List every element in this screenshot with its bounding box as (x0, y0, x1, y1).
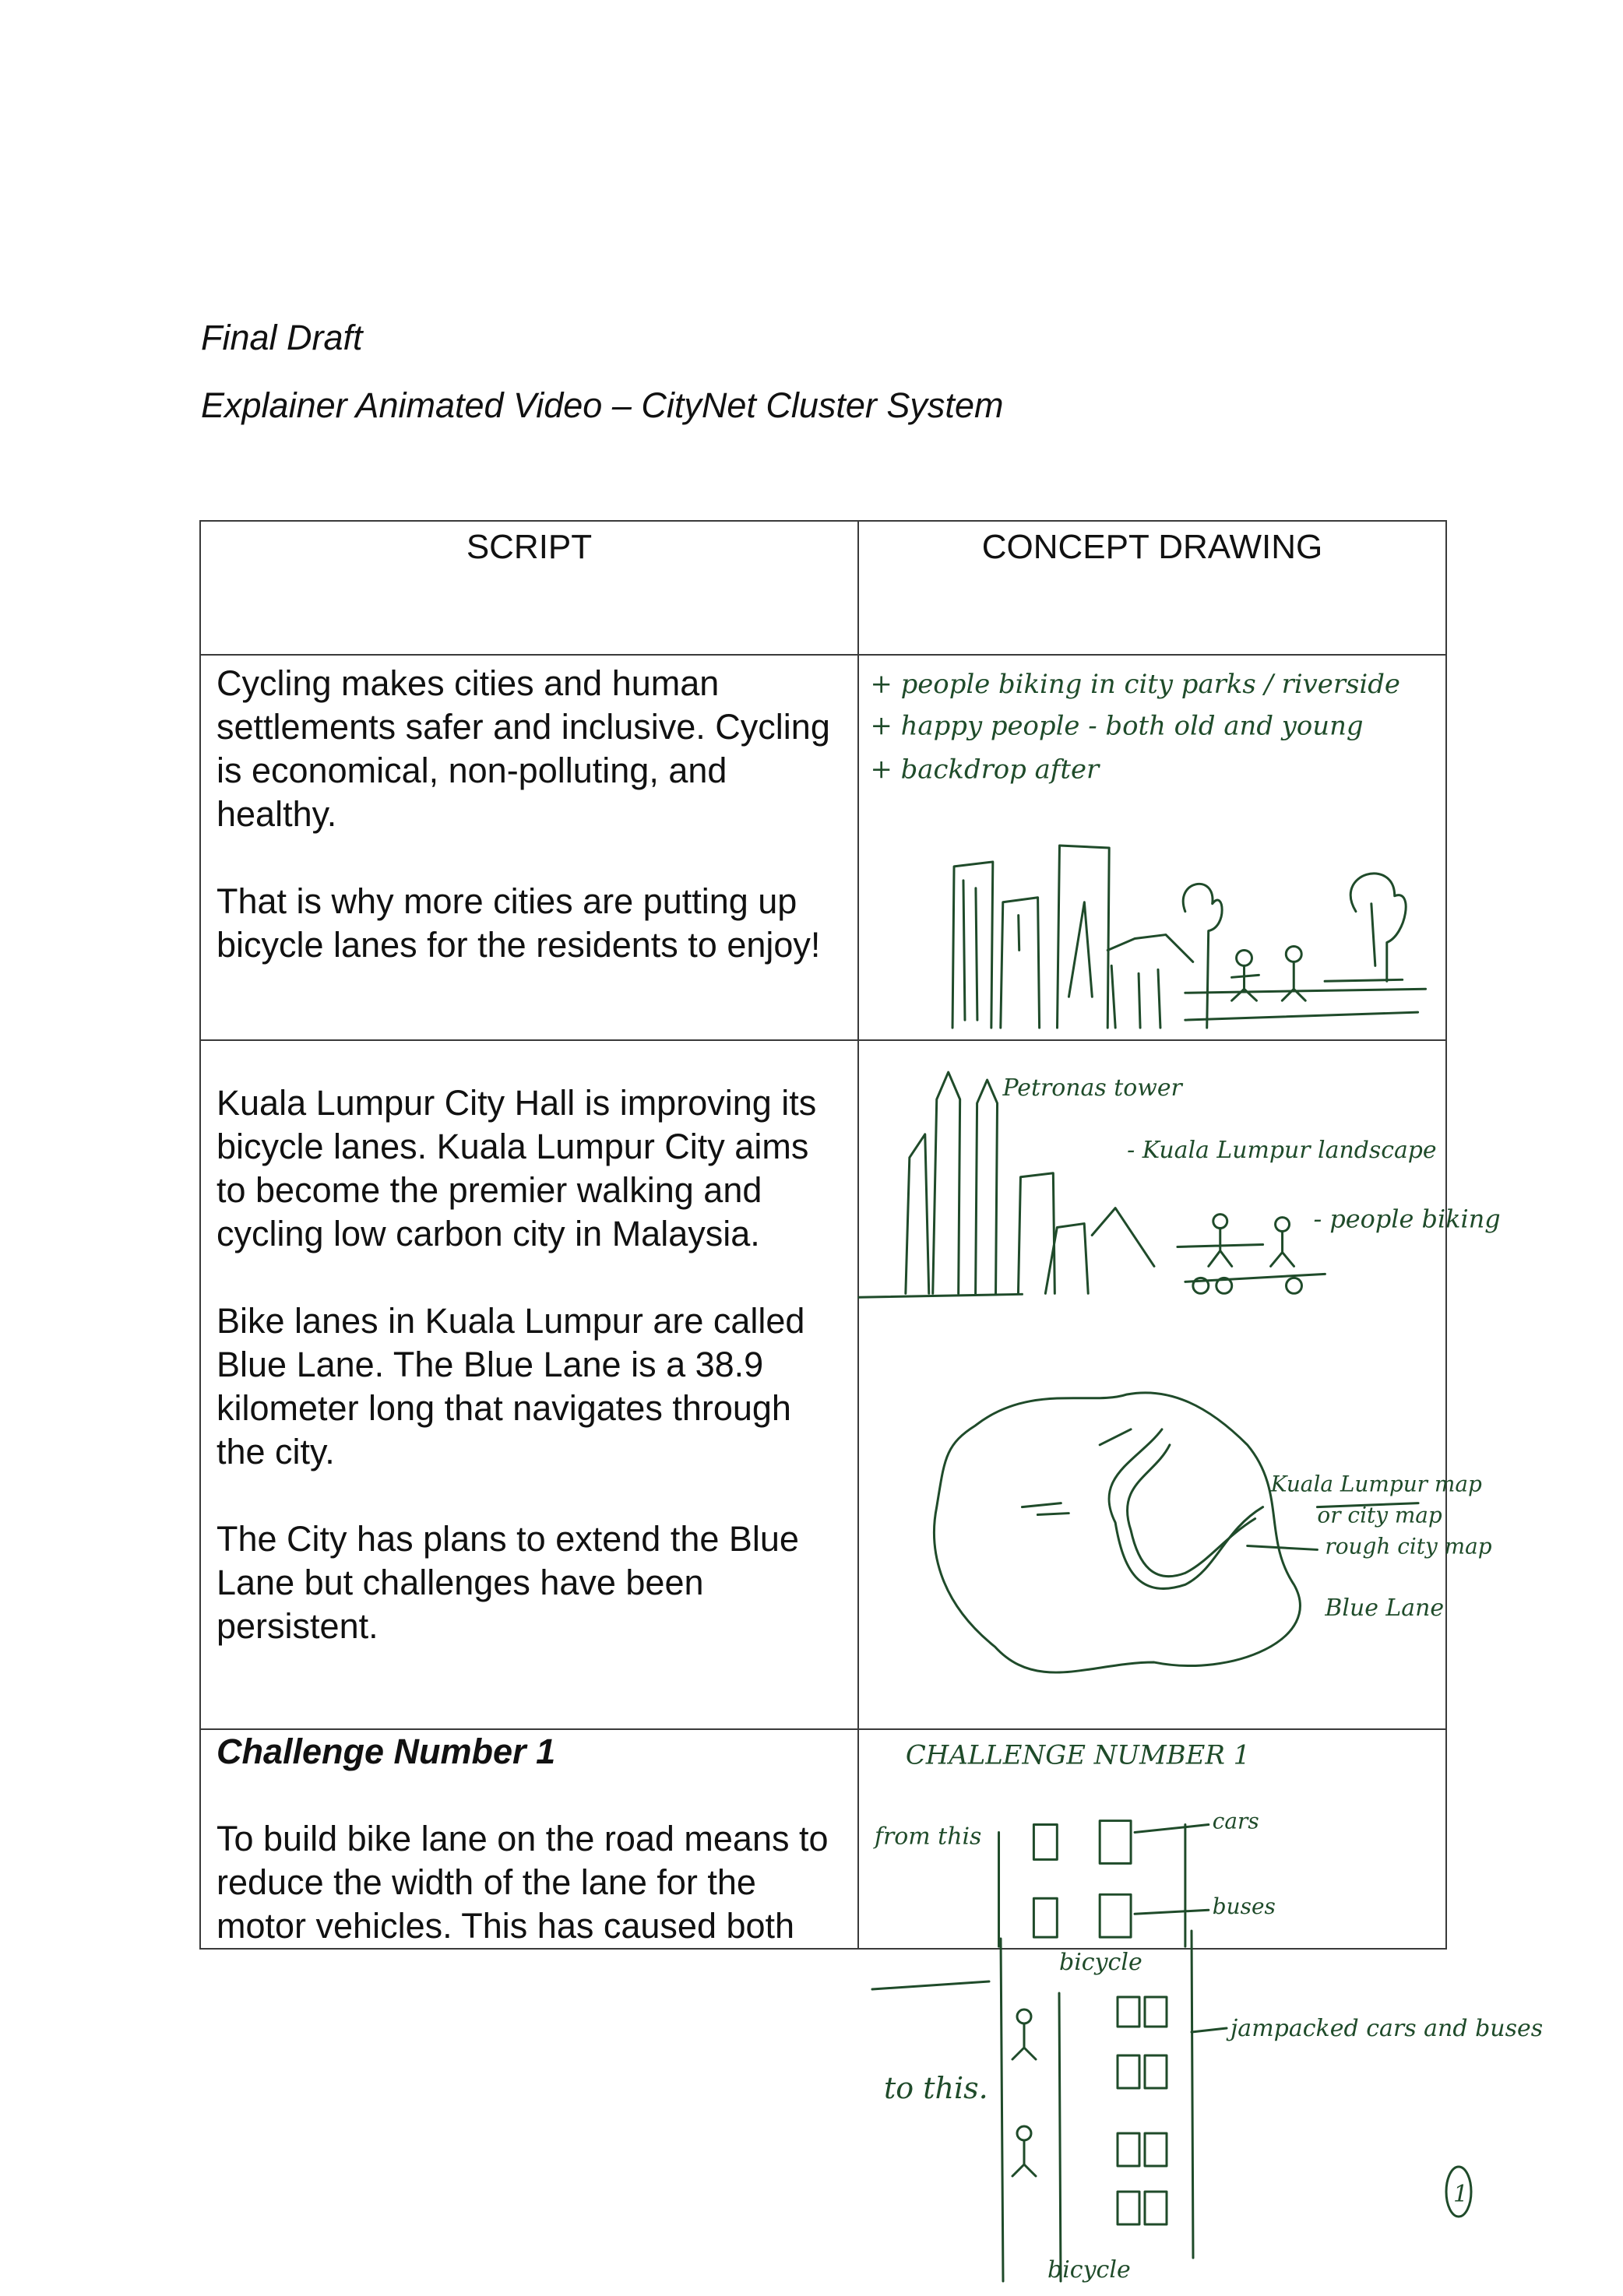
city-park-sketch (859, 656, 1445, 1039)
sketch-note: buses (1212, 1893, 1276, 1920)
sketch-note: Blue Lane (1325, 1595, 1445, 1623)
pointer-line (1192, 2028, 1227, 2032)
tree-drawing (1350, 874, 1406, 981)
cyclist-drawing (1232, 965, 1259, 1000)
tree-drawing (1371, 904, 1375, 966)
sketch-note: from this (874, 1823, 982, 1851)
bus-drawing (1118, 2192, 1139, 2224)
script-paragraph: Bike lanes in Kuala Lumpur are called Blue Lane. The Blue Lane is a 38.9 kilometer long that navigates through the city. (217, 1301, 805, 1471)
bus-drawing (1118, 2133, 1139, 2166)
ground-line (859, 1294, 1022, 1297)
script-paragraph: That is why more cities are putting up bicycle lanes for the residents to enjoy! (217, 881, 821, 965)
road-line (1059, 1993, 1061, 2281)
sketch-note: rough city map (1325, 1533, 1492, 1559)
petronas-tower-drawing (976, 1080, 998, 1293)
document-status: Final Draft (201, 318, 363, 357)
building-drawing (963, 881, 977, 1020)
cyclist-head (1017, 2126, 1031, 2140)
tree-drawing (1183, 884, 1222, 1028)
car-drawing (1118, 1997, 1139, 2027)
sketch-note: - people biking (1313, 1204, 1501, 1234)
concept-drawing-cell (858, 655, 1446, 1040)
cyclist-head (1017, 2009, 1031, 2024)
bus-drawing (1100, 1821, 1131, 1864)
blue-lane-route (1109, 1429, 1263, 1589)
sketch-note: + happy people - both old and young (870, 710, 1364, 741)
road-line (999, 1825, 1185, 1947)
sketch-note: - Kuala Lumpur landscape (1127, 1136, 1437, 1164)
cyclist-drawing (1012, 2141, 1036, 2176)
sketch-note: bicycle (1059, 1949, 1142, 1976)
script-paragraph: Cycling makes cities and human settlements safer and inclusive. Cycling is economical, non-polluting, and healthy. (217, 663, 830, 834)
wheel (1287, 1278, 1302, 1293)
road-line (1001, 1931, 1193, 2281)
cyclist-head (1237, 950, 1252, 965)
car-drawing (1145, 2055, 1167, 2088)
challenge-heading: Challenge Number 1 (217, 1732, 556, 1771)
bus-drawing (1145, 2192, 1167, 2224)
pointer-line (1135, 1825, 1209, 1915)
sketch-note: cars (1212, 1808, 1259, 1834)
sketch-note: CHALLENGE NUMBER 1 (905, 1739, 1251, 1770)
car-drawing (1118, 2055, 1139, 2088)
building-drawing (1001, 898, 1040, 1028)
cyclist-drawing (1282, 962, 1305, 1000)
cyclist-head (1213, 1215, 1227, 1229)
cyclist-head (1286, 946, 1301, 962)
drawing-column-header: CONCEPT DRAWING (858, 521, 1446, 655)
cyclist-drawing (1178, 1229, 1325, 1282)
car-drawing (1033, 1898, 1057, 1937)
car-drawing (1145, 1997, 1167, 2027)
river-line (1022, 1429, 1131, 1515)
sketch-note: + backdrop after (870, 754, 1100, 785)
sketch-note: Petronas tower (1002, 1074, 1182, 1102)
building-drawing (1057, 846, 1109, 1028)
document-title: Explainer Animated Video – CityNet Cluster System (201, 385, 1004, 425)
table-row (200, 1040, 1446, 1729)
kuala-lumpur-sketch (859, 1041, 1501, 1728)
sketch-note: jampacked cars and buses (1230, 2015, 1544, 2042)
script-paragraph: To build bike lane on the road means to reduce the width of the lane for the motor vehicles. This has caused both (217, 1819, 829, 1946)
strike-through (872, 1981, 989, 1989)
bus-drawing (1100, 1894, 1131, 1937)
sketch-note: or city map (1317, 1502, 1442, 1528)
sketch-note: Kuala Lumpur map (1270, 1471, 1482, 1497)
car-drawing (1033, 1825, 1057, 1860)
building-drawing (906, 1134, 929, 1293)
building-drawing (1111, 965, 1160, 1028)
cyclist-drawing (1271, 1232, 1294, 1267)
script-paragraph: Kuala Lumpur City Hall is improving its bicycle lanes. Kuala Lumpur City aims to become the premier walking and cycling low carbon city in Malaysia. (217, 1083, 817, 1253)
script-cell (200, 1040, 858, 1729)
concept-drawing-cell (858, 1040, 1501, 1729)
table-row (200, 1729, 1446, 1949)
sketch-note: to this. (884, 2071, 988, 2105)
script-column-header: SCRIPT (200, 521, 858, 655)
cyclist-head (1276, 1218, 1290, 1232)
script-cell (200, 655, 858, 1040)
concept-drawing-cell (858, 1729, 1446, 1949)
page-number: 1 (1453, 2181, 1469, 2208)
building-drawing (1092, 1208, 1154, 1267)
page-number-circle (1446, 2167, 1471, 2217)
sketch-note: + people biking in city parks / riverside (870, 668, 1400, 699)
challenge-sketch (859, 1730, 1445, 1948)
script-cell (200, 1729, 858, 1949)
script-paragraph: The City has plans to extend the Blue Lane but challenges have been persistent. (217, 1519, 799, 1646)
building-drawing (1045, 1224, 1088, 1294)
building-drawing (1069, 902, 1092, 997)
sketch-note: bicycle (1047, 2256, 1131, 2284)
petronas-tower-drawing (933, 1072, 960, 1293)
blue-lane-route (1127, 1445, 1255, 1577)
table-header-row (200, 521, 1446, 655)
bus-drawing (1145, 2133, 1167, 2166)
storyboard-table (199, 520, 1501, 1950)
cyclist-drawing (1012, 2024, 1036, 2059)
table-row (200, 655, 1446, 1040)
building-drawing (952, 862, 993, 1028)
building-drawing (1107, 935, 1193, 962)
